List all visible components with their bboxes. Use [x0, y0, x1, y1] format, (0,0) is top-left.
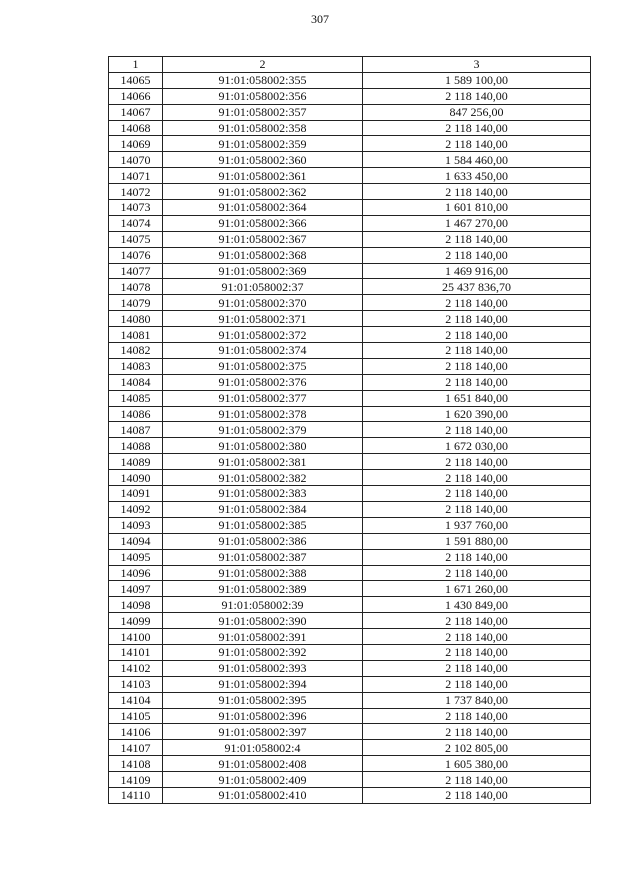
cadastral-number-cell: 91:01:058002:383: [163, 486, 363, 502]
cadastral-number-cell: 91:01:058002:384: [163, 501, 363, 517]
table-row: [109, 438, 591, 454]
cadastral-number-cell: 91:01:058002:391: [163, 629, 363, 645]
cadastral-number-cell: 91:01:058002:369: [163, 263, 363, 279]
table-row: [109, 692, 591, 708]
cadastral-number-cell: 91:01:058002:396: [163, 708, 363, 724]
row-number-cell: 14102: [109, 660, 163, 676]
value-cell: 1 430 849,00: [363, 597, 591, 613]
cadastral-number-cell: 91:01:058002:364: [163, 200, 363, 216]
table-row: [109, 215, 591, 231]
row-number-cell: 14080: [109, 311, 163, 327]
table-row: [109, 772, 591, 788]
table-row: [109, 200, 591, 216]
row-number-cell: 14098: [109, 597, 163, 613]
column-header-2: 2: [163, 57, 363, 73]
page-number: 307: [311, 12, 329, 26]
value-cell: 2 118 140,00: [363, 327, 591, 343]
value-cell: 2 118 140,00: [363, 470, 591, 486]
cadastral-number-cell: 91:01:058002:361: [163, 168, 363, 184]
table-row: [109, 549, 591, 565]
table-row: [109, 358, 591, 374]
cadastral-number-cell: 91:01:058002:387: [163, 549, 363, 565]
cadastral-number-cell: 91:01:058002:389: [163, 581, 363, 597]
cadastral-number-cell: 91:01:058002:375: [163, 358, 363, 374]
row-number-cell: 14079: [109, 295, 163, 311]
table-row: [109, 247, 591, 263]
row-number-cell: 14095: [109, 549, 163, 565]
value-cell: 2 118 140,00: [363, 501, 591, 517]
row-number-cell: 14073: [109, 200, 163, 216]
value-cell: 2 118 140,00: [363, 676, 591, 692]
value-cell: 2 118 140,00: [363, 549, 591, 565]
cadastral-number-cell: 91:01:058002:371: [163, 311, 363, 327]
cadastral-number-cell: 91:01:058002:362: [163, 184, 363, 200]
table-row: [109, 231, 591, 247]
cadastral-number-cell: 91:01:058002:374: [163, 343, 363, 359]
row-number-cell: 14109: [109, 772, 163, 788]
table-row: [109, 533, 591, 549]
table-row: [109, 120, 591, 136]
table-row: [109, 724, 591, 740]
row-number-cell: 14099: [109, 613, 163, 629]
value-cell: 2 118 140,00: [363, 184, 591, 200]
value-cell: 25 437 836,70: [363, 279, 591, 295]
row-number-cell: 14065: [109, 72, 163, 88]
table-row: [109, 168, 591, 184]
row-number-cell: 14066: [109, 88, 163, 104]
value-cell: 2 118 140,00: [363, 231, 591, 247]
cadastral-number-cell: 91:01:058002:368: [163, 247, 363, 263]
value-cell: 1 584 460,00: [363, 152, 591, 168]
value-cell: 1 469 916,00: [363, 263, 591, 279]
table-row: [109, 644, 591, 660]
row-number-cell: 14090: [109, 470, 163, 486]
cadastral-number-cell: 91:01:058002:378: [163, 406, 363, 422]
value-cell: 2 118 140,00: [363, 660, 591, 676]
row-number-cell: 14076: [109, 247, 163, 263]
table-row: [109, 454, 591, 470]
row-number-cell: 14077: [109, 263, 163, 279]
table-row: [109, 343, 591, 359]
value-cell: 2 118 140,00: [363, 724, 591, 740]
row-number-cell: 14110: [109, 787, 163, 803]
cadastral-number-cell: 91:01:058002:394: [163, 676, 363, 692]
value-cell: 2 118 140,00: [363, 343, 591, 359]
cadastral-number-cell: 91:01:058002:393: [163, 660, 363, 676]
value-cell: 1 605 380,00: [363, 756, 591, 772]
table-row: [109, 295, 591, 311]
table-row: [109, 501, 591, 517]
value-cell: 2 118 140,00: [363, 358, 591, 374]
table-row: [109, 374, 591, 390]
row-number-cell: 14071: [109, 168, 163, 184]
table-row: [109, 629, 591, 645]
value-cell: 1 467 270,00: [363, 215, 591, 231]
row-number-cell: 14085: [109, 390, 163, 406]
row-number-cell: 14100: [109, 629, 163, 645]
value-cell: 1 620 390,00: [363, 406, 591, 422]
table-row: [109, 660, 591, 676]
cadastral-number-cell: 91:01:058002:367: [163, 231, 363, 247]
cadastral-number-cell: 91:01:058002:359: [163, 136, 363, 152]
cadastral-number-cell: 91:01:058002:385: [163, 517, 363, 533]
cadastral-number-cell: 91:01:058002:382: [163, 470, 363, 486]
value-cell: 1 937 760,00: [363, 517, 591, 533]
table-row: [109, 787, 591, 803]
value-cell: 2 118 140,00: [363, 374, 591, 390]
value-cell: 1 651 840,00: [363, 390, 591, 406]
value-cell: 2 118 140,00: [363, 708, 591, 724]
value-cell: 2 118 140,00: [363, 629, 591, 645]
table-body: [109, 72, 591, 803]
row-number-cell: 14089: [109, 454, 163, 470]
row-number-cell: 14097: [109, 581, 163, 597]
value-cell: 1 601 810,00: [363, 200, 591, 216]
table-row: [109, 104, 591, 120]
row-number-cell: 14067: [109, 104, 163, 120]
cadastral-number-cell: 91:01:058002:4: [163, 740, 363, 756]
value-cell: 2 118 140,00: [363, 565, 591, 581]
table-row: [109, 676, 591, 692]
row-number-cell: 14107: [109, 740, 163, 756]
column-header-3: 3: [363, 57, 591, 73]
value-cell: 2 118 140,00: [363, 772, 591, 788]
table-row: [109, 88, 591, 104]
table-header-row: [109, 57, 591, 73]
cadastral-number-cell: 91:01:058002:356: [163, 88, 363, 104]
row-number-cell: 14070: [109, 152, 163, 168]
cadastral-number-cell: 91:01:058002:358: [163, 120, 363, 136]
value-cell: 2 102 805,00: [363, 740, 591, 756]
table-row: [109, 581, 591, 597]
cadastral-number-cell: 91:01:058002:372: [163, 327, 363, 343]
table-row: [109, 72, 591, 88]
cadastral-number-cell: 91:01:058002:366: [163, 215, 363, 231]
table-row: [109, 311, 591, 327]
row-number-cell: 14069: [109, 136, 163, 152]
row-number-cell: 14082: [109, 343, 163, 359]
cadastral-number-cell: 91:01:058002:379: [163, 422, 363, 438]
value-cell: 1 671 260,00: [363, 581, 591, 597]
cadastral-number-cell: 91:01:058002:380: [163, 438, 363, 454]
table-row: [109, 263, 591, 279]
row-number-cell: 14106: [109, 724, 163, 740]
cadastral-number-cell: 91:01:058002:409: [163, 772, 363, 788]
table-row: [109, 390, 591, 406]
row-number-cell: 14091: [109, 486, 163, 502]
row-number-cell: 14087: [109, 422, 163, 438]
value-cell: 2 118 140,00: [363, 88, 591, 104]
row-number-cell: 14094: [109, 533, 163, 549]
row-number-cell: 14068: [109, 120, 163, 136]
value-cell: 2 118 140,00: [363, 247, 591, 263]
row-number-cell: 14084: [109, 374, 163, 390]
row-number-cell: 14086: [109, 406, 163, 422]
table-row: [109, 565, 591, 581]
cadastral-number-cell: 91:01:058002:360: [163, 152, 363, 168]
table-row: [109, 756, 591, 772]
row-number-cell: 14092: [109, 501, 163, 517]
value-cell: 2 118 140,00: [363, 422, 591, 438]
value-cell: 1 591 880,00: [363, 533, 591, 549]
cadastral-number-cell: 91:01:058002:395: [163, 692, 363, 708]
value-cell: 847 256,00: [363, 104, 591, 120]
value-cell: 2 118 140,00: [363, 136, 591, 152]
row-number-cell: 14105: [109, 708, 163, 724]
table-row: [109, 517, 591, 533]
table-row: [109, 184, 591, 200]
table-row: [109, 597, 591, 613]
cadastral-number-cell: 91:01:058002:357: [163, 104, 363, 120]
cadastral-number-cell: 91:01:058002:370: [163, 295, 363, 311]
table-row: [109, 486, 591, 502]
row-number-cell: 14101: [109, 644, 163, 660]
cadastral-number-cell: 91:01:058002:408: [163, 756, 363, 772]
row-number-cell: 14093: [109, 517, 163, 533]
table-row: [109, 740, 591, 756]
row-number-cell: 14096: [109, 565, 163, 581]
table-row: [109, 422, 591, 438]
cadastral-number-cell: 91:01:058002:388: [163, 565, 363, 581]
row-number-cell: 14081: [109, 327, 163, 343]
value-cell: 2 118 140,00: [363, 787, 591, 803]
value-cell: 1 633 450,00: [363, 168, 591, 184]
column-header-1: 1: [109, 57, 163, 73]
value-cell: 2 118 140,00: [363, 486, 591, 502]
table-row: [109, 279, 591, 295]
value-cell: 1 589 100,00: [363, 72, 591, 88]
table-row: [109, 613, 591, 629]
table-row: [109, 152, 591, 168]
cadastral-number-cell: 91:01:058002:39: [163, 597, 363, 613]
row-number-cell: 14075: [109, 231, 163, 247]
cadastral-number-cell: 91:01:058002:392: [163, 644, 363, 660]
cadastral-number-cell: 91:01:058002:386: [163, 533, 363, 549]
cadastral-number-cell: 91:01:058002:397: [163, 724, 363, 740]
cadastral-number-cell: 91:01:058002:381: [163, 454, 363, 470]
table-row: [109, 406, 591, 422]
value-cell: 1 672 030,00: [363, 438, 591, 454]
row-number-cell: 14074: [109, 215, 163, 231]
row-number-cell: 14072: [109, 184, 163, 200]
cadastral-number-cell: 91:01:058002:410: [163, 787, 363, 803]
row-number-cell: 14088: [109, 438, 163, 454]
table-row: [109, 470, 591, 486]
table-row: [109, 136, 591, 152]
row-number-cell: 14104: [109, 692, 163, 708]
cadastral-number-cell: 91:01:058002:355: [163, 72, 363, 88]
value-cell: 2 118 140,00: [363, 454, 591, 470]
cadastral-value-table: [108, 56, 591, 804]
value-cell: 2 118 140,00: [363, 311, 591, 327]
row-number-cell: 14083: [109, 358, 163, 374]
cadastral-number-cell: 91:01:058002:390: [163, 613, 363, 629]
value-cell: 2 118 140,00: [363, 295, 591, 311]
table-row: [109, 708, 591, 724]
value-cell: 2 118 140,00: [363, 613, 591, 629]
value-cell: 2 118 140,00: [363, 120, 591, 136]
value-cell: 1 737 840,00: [363, 692, 591, 708]
value-cell: 2 118 140,00: [363, 644, 591, 660]
row-number-cell: 14103: [109, 676, 163, 692]
cadastral-number-cell: 91:01:058002:37: [163, 279, 363, 295]
cadastral-number-cell: 91:01:058002:377: [163, 390, 363, 406]
row-number-cell: 14078: [109, 279, 163, 295]
cadastral-number-cell: 91:01:058002:376: [163, 374, 363, 390]
row-number-cell: 14108: [109, 756, 163, 772]
table-row: [109, 327, 591, 343]
